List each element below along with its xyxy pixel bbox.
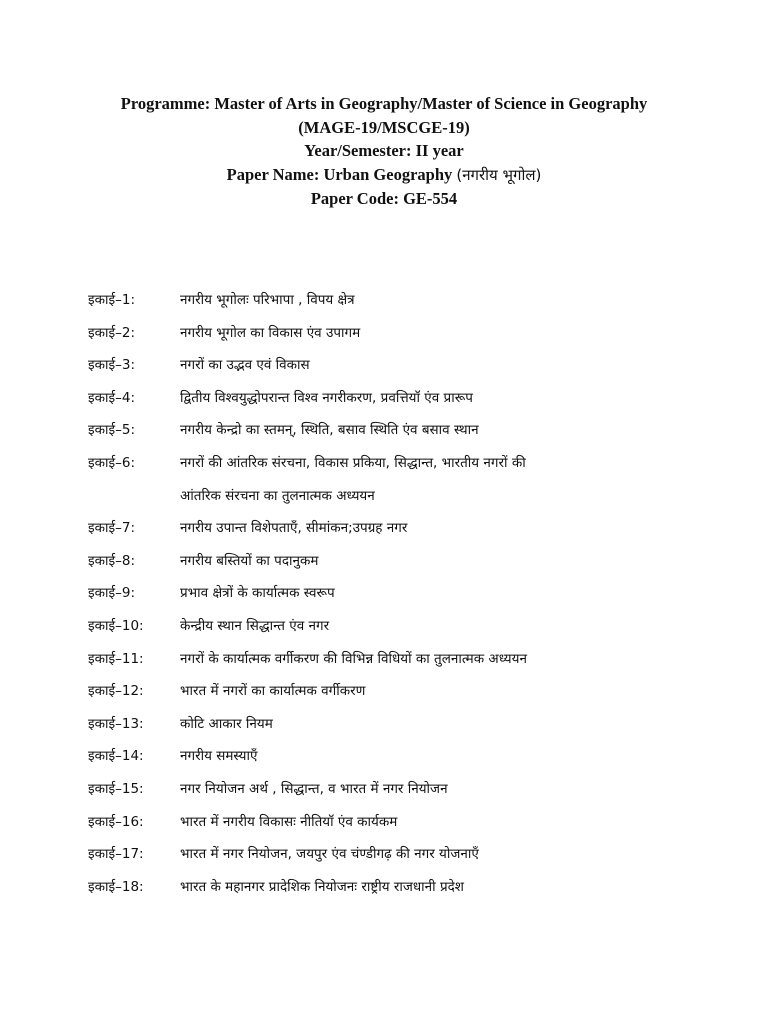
unit-row <box>88 284 688 317</box>
unit-row <box>88 577 688 610</box>
programme-title: Programme: Master of Arts in Geography/Master of Science in Geography <box>120 94 648 113</box>
unit-label: इकाई–9: <box>88 585 136 602</box>
unit-label: इकाई–11: <box>88 650 144 667</box>
unit-text: भारत के महानगर प्रादेशिक नियोजनः राष्ट्रीय राजधानी प्रदेश <box>180 878 464 895</box>
unit-label: इकाई–2: <box>88 324 136 341</box>
unit-text <box>180 447 688 512</box>
unit-label: इकाई–6: <box>88 454 136 471</box>
unit-row <box>88 447 688 512</box>
unit-row <box>88 806 688 839</box>
unit-row <box>88 838 688 871</box>
unit-label: इकाई–14: <box>88 748 144 765</box>
unit-row <box>88 740 688 773</box>
unit-row <box>88 610 688 643</box>
unit-text: नगरीय भूगोलः परिभापा , विपय क्षेत्र <box>180 292 355 308</box>
programme-code: (MAGE-19/MSCGE-19) <box>298 117 470 137</box>
unit-text: नगर नियोजन अर्थ , सिद्धान्त, व भारत में नगर नियोजन <box>180 780 448 797</box>
unit-row <box>88 871 688 904</box>
unit-label: इकाई–4: <box>88 389 136 406</box>
paper-name <box>0 163 768 188</box>
unit-text: नगरीय केन्द्रो का स्तमन्, स्थिति, बसाव स्थिति एंव बसाव स्थान <box>180 422 479 439</box>
unit-list <box>88 284 688 903</box>
unit-label: इकाई–16: <box>88 813 144 830</box>
unit-label: इकाई–17: <box>88 846 144 863</box>
unit-text: भारत में नगरीय विकासः नीतियॉ एंव कार्यकम <box>180 813 398 830</box>
unit-row <box>88 708 688 741</box>
unit-row <box>88 317 688 350</box>
unit-text: भारत में नगरों का कार्यात्मक वर्गीकरण <box>180 683 366 700</box>
unit-text: केन्द्रीय स्थान सिद्धान्त एंव नगर <box>180 617 330 634</box>
unit-row <box>88 773 688 806</box>
unit-label: इकाई–12: <box>88 683 144 700</box>
unit-label: इकाई–10: <box>88 617 144 634</box>
unit-text: नगरों के कार्यात्मक वर्गीकरण की विभिन्न विधियों का तुलनात्मक अध्ययन <box>180 650 527 667</box>
unit-text-line-2: आंतरिक संरचना का तुलनात्मक अध्ययन <box>180 487 375 504</box>
year-semester: Year/Semester: II year <box>304 141 464 160</box>
unit-text: नगरीय भूगोल का विकास एंव उपागम <box>180 324 361 341</box>
unit-text: कोटि आकार नियम <box>180 715 273 732</box>
document-header <box>0 92 768 211</box>
unit-row <box>88 349 688 382</box>
unit-text: नगरीय समस्याएँ <box>180 748 258 765</box>
unit-row <box>88 382 688 415</box>
unit-text: नगरीय बस्तियों का पदानुकम <box>180 552 319 569</box>
unit-text: द्वितीय विश्वयुद्धोपरान्त विश्व नगरीकरण, प्रवत्तियॉ एंव प्रारूप <box>180 389 473 406</box>
unit-label: इकाई–1: <box>88 292 136 308</box>
unit-label: इकाई–13: <box>88 715 144 732</box>
unit-text: नगरों का उद्भव एवं विकास <box>180 357 310 374</box>
unit-label: इकाई–7: <box>88 520 136 537</box>
unit-label: इकाई–8: <box>88 552 136 569</box>
unit-text-line-1: नगरों की आंतरिक संरचना, विकास प्रकिया, सिद्धान्त, भारतीय नगरों की <box>180 454 526 471</box>
unit-label: इकाई–3: <box>88 357 136 374</box>
paper-code: Paper Code: GE-554 <box>310 189 458 208</box>
unit-label: इकाई–5: <box>88 422 136 439</box>
unit-row <box>88 675 688 708</box>
unit-row <box>88 643 688 676</box>
unit-row <box>88 414 688 447</box>
unit-text: प्रभाव क्षेत्रों के कार्यात्मक स्वरूप <box>180 585 335 602</box>
unit-row <box>88 545 688 578</box>
unit-text: नगरीय उपान्त विशेपताएँ, सीमांकन;उपग्रह नगर <box>180 520 408 537</box>
unit-row <box>88 512 688 545</box>
unit-label: इकाई–15: <box>88 780 144 797</box>
unit-text: भारत में नगर नियोजन, जयपुर एंव चंण्डीगढ़ की नगर योजनाएँ <box>180 846 479 863</box>
paper-name-english: Paper Name: Urban Geography <box>226 164 457 184</box>
unit-label: इकाई–18: <box>88 878 144 895</box>
paper-name-hindi: (नगरीय भूगोल) <box>456 165 542 184</box>
